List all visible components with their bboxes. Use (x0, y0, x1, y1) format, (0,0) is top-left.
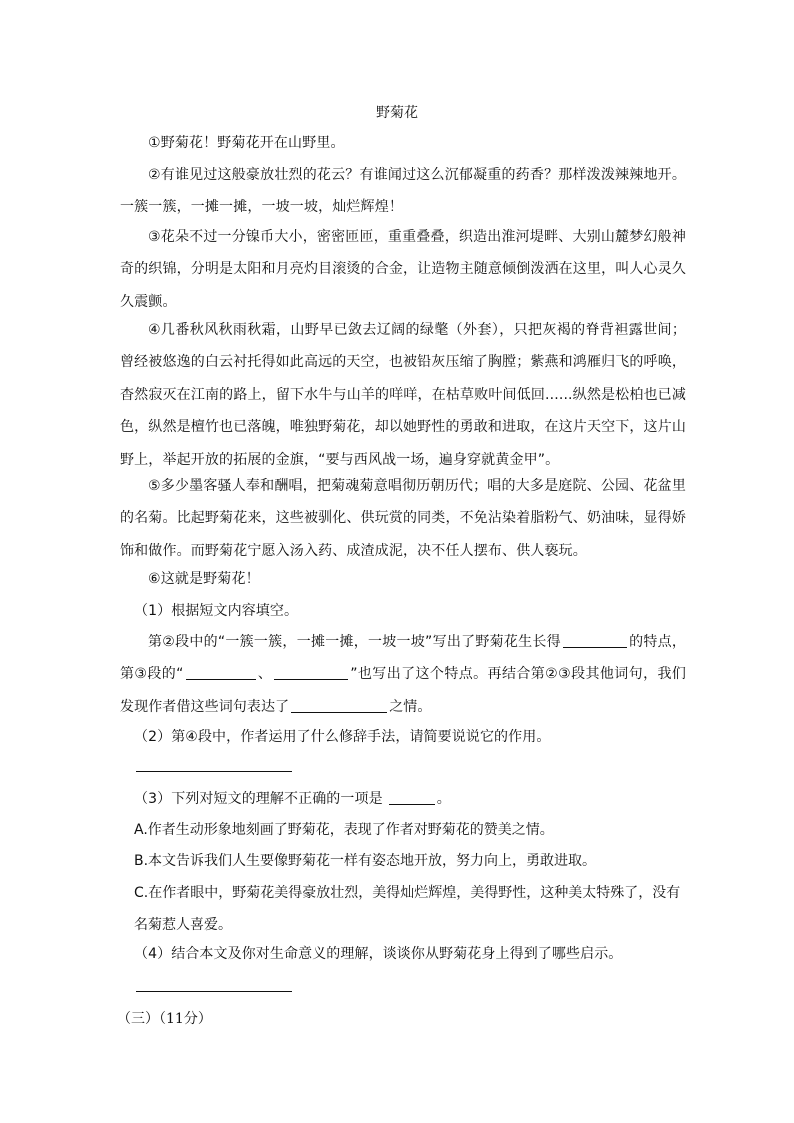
option-c: C.在作者眼中，野菊花美得豪放壮烈，美得灿烂辉煌，美得野性，这种美太特殊了，没有名菊惹人喜爱。 (134, 885, 681, 934)
q3-text: （3）下列对短文的理解不正确的一项是 (134, 791, 383, 807)
blank-q3-answer[interactable] (389, 790, 435, 805)
q1-text-2: 的特点，第③段的“ (120, 634, 686, 683)
paragraph-6: ⑥这就是野菊花！ (148, 571, 260, 587)
blank-emotion[interactable] (291, 698, 387, 713)
paragraph-4: ④几番秋风秋雨秋霜，山野早已敛去辽阔的绿氅（外套），只把灰褐的脊背袒露世间；曾经被悠逸的白云衬托得如此高远的天空，也被铅灰压缩了胸膛；紫燕和鸿雁归飞的呼唤，杳然寂灭在江南的路上，留下水牛与山羊的咩咩，在枯草败叶间低回......纵然是松柏也已减色，纵然是檀竹也已落魄，唯独野菊花，却以她野性的勇敢和进取，在这片天空下，这片山野上，举起开放的拓展的金旗，“要与西风战一场，遍身穿就黄金甲”。 (120, 322, 686, 468)
paragraph-3: ③花朵不过一分镍币大小，密密匝匝，重重叠叠，织造出淮河堤畔、大别山麓梦幻般神奇的织锦，分明是太阳和月亮灼目滚烫的合金，让造物主随意倾倒泼洒在这里，叫人心灵久久震颤。 (120, 229, 686, 310)
question-3 (134, 783, 686, 815)
paragraph-1: ①野菊花！野菊花开在山野里。 (148, 135, 345, 151)
blank-growth-feature[interactable] (563, 633, 627, 648)
q1-text-4: ”也写出了这个特点。再结合第②③段其他词句，我们发现作者借这些词句表达了 (120, 666, 686, 715)
question-4: （4）结合本文及你对生命意义的理解，谈谈你从野菊花身上得到了哪些启示。 (134, 946, 623, 962)
section-heading: （三）（11分） (117, 1011, 212, 1027)
question-1-body (120, 626, 686, 723)
option-a: A.作者生动形象地刻画了野菊花，表现了作者对野菊花的赞美之情。 (134, 822, 554, 838)
question-1-label: （1）根据短文内容填空。 (134, 603, 299, 619)
paragraph-5: ⑤多少墨客骚人奉和酬唱，把菊魂菊意唱彻历朝历代；唱的大多是庭院、公园、花盆里的名菊。比起野菊花来，这些被驯化、供玩赏的同类，不免沾染着脂粉气、奶油味，显得娇饰和做作。而野菊花宁愿入汤入药、成渣成泥，决不任人摆布、供人亵玩。 (120, 478, 686, 559)
article-title: 野菊花 (376, 105, 418, 121)
q1-text-5: 之情。 (389, 698, 432, 715)
option-b: B.本文告诉我们人生要像野菊花一样有姿态地开放，努力向上，勇敢进取。 (134, 853, 597, 869)
blank-word-2[interactable] (274, 665, 348, 680)
q1-text-1: 第②段中的“一簇一簇，一摊一摊，一坡一坡”写出了野菊花生长得 (148, 634, 561, 650)
q3-period: 。 (436, 791, 451, 807)
question-2: （2）第④段中，作者运用了什么修辞手法，请简要说说它的作用。 (134, 729, 551, 745)
q1-text-3: 、 (257, 666, 273, 683)
answer-line-q4[interactable] (136, 991, 292, 992)
paragraph-2: ②有谁见过这般豪放壮烈的花云？有谁闻过这么沉郁凝重的药香？那样泼泼辣辣地开。一簇一簇，一摊一摊，一坡一坡，灿烂辉煌！ (120, 167, 686, 216)
answer-line-q2[interactable] (136, 771, 292, 772)
blank-word-1[interactable] (186, 665, 256, 680)
